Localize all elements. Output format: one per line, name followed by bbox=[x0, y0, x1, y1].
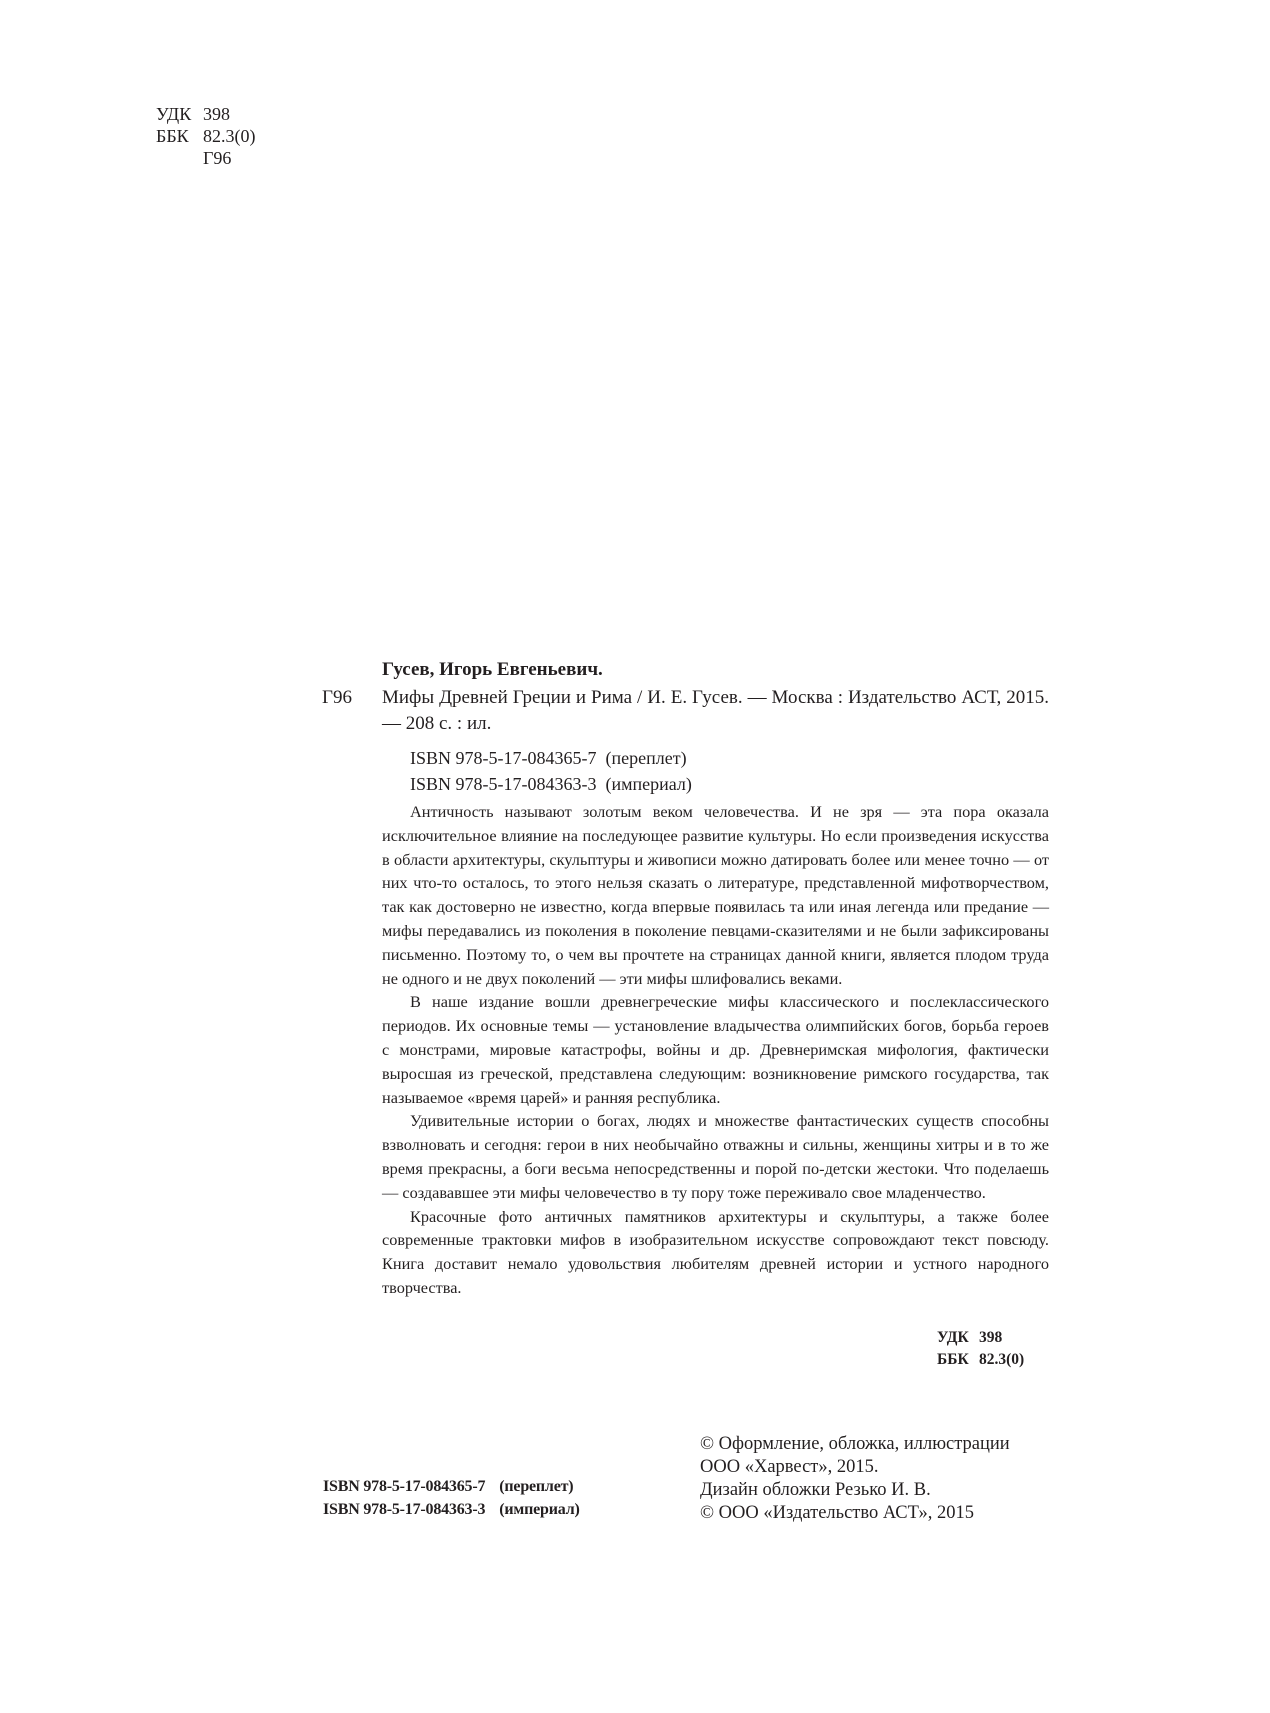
classification-top bbox=[156, 103, 256, 169]
annotation bbox=[382, 800, 1049, 1300]
isbn-list bbox=[410, 745, 692, 797]
isbn-binding: (переплет) bbox=[499, 1478, 574, 1495]
udk-label: УДК bbox=[156, 104, 192, 124]
classification-bottom bbox=[937, 1327, 1024, 1371]
copyright-line: © Оформление, обложка, иллюстрации bbox=[700, 1434, 1010, 1454]
cutter-code: Г96 bbox=[203, 148, 232, 168]
annotation-paragraph: Красочные фото античных памятников архитектуры и скульптуры, а также более современные трактовки мифов в изобразительном искусстве сопровождают текст повсюду. Книга доставит немало удовольствия любителям древней истории и устного народного творчества. bbox=[382, 1206, 1049, 1297]
bbk-label: ББК bbox=[156, 126, 189, 146]
isbn-binding: (империал) bbox=[499, 1501, 580, 1518]
bbk-row bbox=[937, 1349, 1024, 1371]
isbn-line: ISBN 978-5-17-084363-3 (империал) bbox=[410, 774, 692, 794]
annotation-paragraph: Античность называют золотым веком человечества. И не зря — эта пора оказала исключительное влияние на последующее развитие культуры. Но если произведения искусства в области архитектуры, скульптуры и живописи можно датировать более или менее точно — от них что-то осталось, то этого нельзя сказать о литературе, представленной мифотворчеством, так как достоверно не известно, когда впервые появилась та или иная легенда или предание — мифы передавались из поколения в поколение певцами-сказителями и не были зафиксированы письменно. Поэтому то, о чем вы прочтете на страницах данной книги, является плодом труда не одного и не двух поколений — эти мифы шлифовались веками. bbox=[382, 802, 1049, 988]
annotation-paragraph: Удивительные истории о богах, людях и множестве фантастических существ способны взволновать и сегодня: герои в них необычайно отважны и сильны, женщины хитры и в то же время прекрасны, а боги весьма непосредственны и порой по-детски жестоки. Что поделаешь — создававшее эти мифы человечество в ту пору тоже переживало свое младенчество. bbox=[382, 1111, 1049, 1202]
author-heading: Гусев, Игорь Евгеньевич. bbox=[382, 659, 603, 680]
isbn-bottom-line bbox=[323, 1475, 580, 1498]
udk-row bbox=[937, 1327, 1024, 1349]
bibliographic-description bbox=[382, 685, 1049, 737]
copyright-line: © ООО «Издательство АСТ», 2015 bbox=[700, 1503, 974, 1523]
annotation-paragraph: В наше издание вошли древнегреческие мифы классического и послеклассического периодов. Их основные темы — установление владычества олимпийских богов, борьба героев с монстрами, мировые катастрофы, войны и др. Древнеримская мифология, фактически выросшая из греческой, представлена следующим: возникновение римского государства, так называемое «время царей» и ранняя республика. bbox=[382, 992, 1049, 1107]
isbn-number: ISBN 978-5-17-084365-7 bbox=[323, 1478, 486, 1495]
udk-row bbox=[156, 103, 256, 125]
udk-label: УДК bbox=[937, 1329, 969, 1346]
author-cutter-mark: Г96 bbox=[322, 687, 352, 708]
title-statement: Мифы Древней Греции и Рима / И. Е. Гусев. — Москва : Издательство АСТ, 2015. — 208 с. : ил. bbox=[382, 687, 1049, 734]
udk-value: 398 bbox=[203, 104, 230, 124]
bbk-row bbox=[156, 125, 256, 147]
bbk-value: 82.3(0) bbox=[979, 1351, 1025, 1368]
isbn-bottom-line bbox=[323, 1498, 580, 1521]
isbn-line: ISBN 978-5-17-084365-7 (переплет) bbox=[410, 748, 687, 768]
bbk-value: 82.3(0) bbox=[203, 126, 256, 146]
copyright-line: ООО «Харвест», 2015. bbox=[700, 1457, 879, 1477]
isbn-number: ISBN 978-5-17-084363-3 bbox=[323, 1501, 486, 1518]
bbk-label: ББК bbox=[937, 1351, 969, 1368]
copyright-block bbox=[700, 1433, 1010, 1525]
cutter-row bbox=[156, 147, 256, 169]
copyright-line: Дизайн обложки Резько И. В. bbox=[700, 1480, 931, 1500]
udk-value: 398 bbox=[979, 1329, 1003, 1346]
isbn-bottom-block bbox=[323, 1475, 580, 1521]
